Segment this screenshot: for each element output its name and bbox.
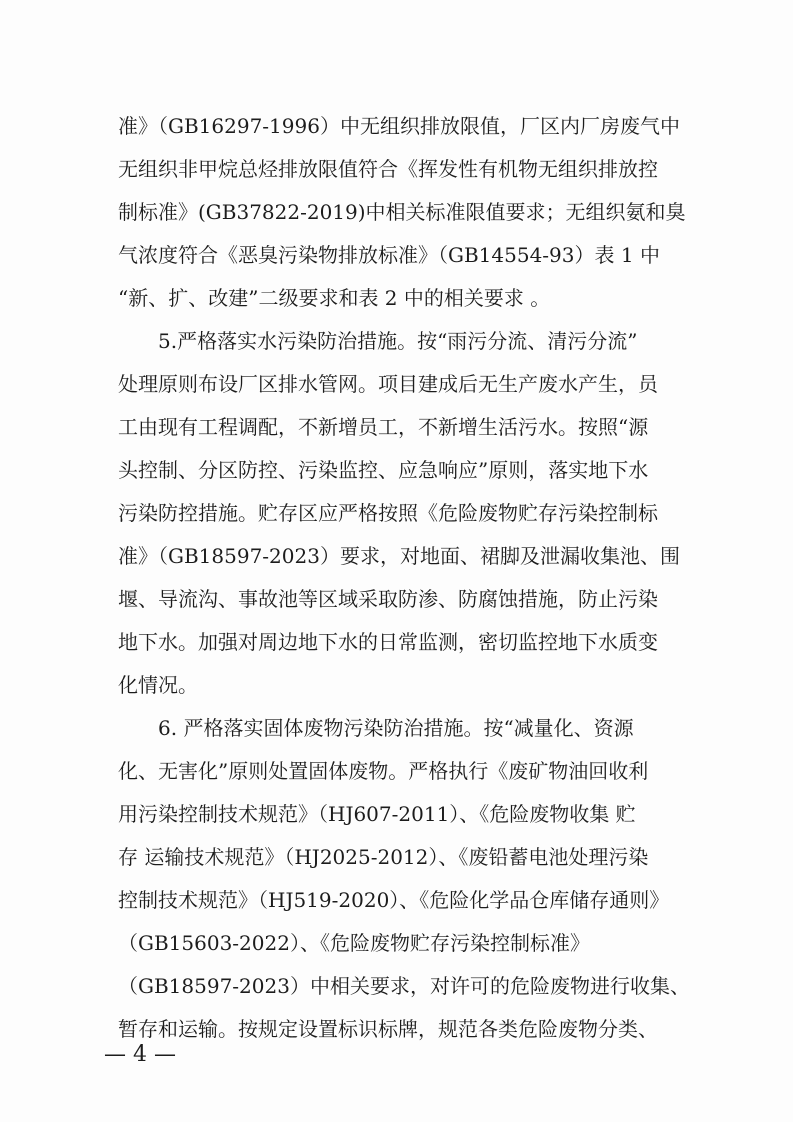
text-line: 化情况。 bbox=[118, 673, 198, 697]
text-line: 存 运输技术规范》（HJ2025-2012）、《废铅蓄电池处理污染 bbox=[118, 845, 649, 869]
text-line: 准》（GB16297-1996）中无组织排放限值，厂区内厂房废气中 bbox=[118, 114, 680, 138]
text-line: 堰、导流沟、事故池等区域采取防渗、防腐蚀措施，防止污染 bbox=[118, 587, 658, 611]
text-line: 地下水。加强对周边地下水的日常监测，密切监控地下水质变 bbox=[118, 630, 658, 654]
page-number: — 4 — bbox=[104, 1042, 176, 1067]
text-line: （GB15603-2022）、《危险废物贮存污染控制标准》 bbox=[118, 931, 590, 955]
text-line: 工由现有工程调配，不新增员工，不新增生活污水。按照“源 bbox=[118, 415, 649, 439]
text-line: 气浓度符合《恶臭污染物排放标准》（GB14554-93）表 1 中 bbox=[118, 243, 660, 267]
paragraph-heading-line: 5.严格落实水污染防治措施。按“雨污分流、清污分流” bbox=[158, 329, 638, 353]
text-line: 化、无害化”原则处置固体废物。严格执行《废矿物油回收利 bbox=[118, 759, 649, 783]
text-line: 头控制、分区防控、污染监控、应急响应”原则，落实地下水 bbox=[118, 458, 649, 482]
text-line: 准》（GB18597-2023）要求，对地面、裙脚及泄漏收集池、围 bbox=[118, 544, 680, 568]
text-line: 控制技术规范》（HJ519-2020）、《危险化学品仓库储存通则》 bbox=[118, 888, 670, 912]
text-line: 无组织非甲烷总烃排放限值符合《挥发性有机物无组织排放控 bbox=[118, 157, 658, 181]
text-line: 用污染控制技术规范》（HJ607-2011）、《危险废物收集 贮 bbox=[118, 802, 636, 826]
text-line: 暂存和运输。按规定设置标识标牌，规范各类危险废物分类、 bbox=[118, 1017, 658, 1041]
text-line: 污染防控措施。贮存区应严格按照《危险废物贮存污染控制标 bbox=[118, 501, 658, 525]
text-line: 制标准》(GB37822-2019)中相关标准限值要求；无组织氨和臭 bbox=[118, 200, 686, 224]
paragraph-heading-line: 6. 严格落实固体废物污染防治措施。按“减量化、资源 bbox=[158, 716, 634, 740]
text-line: 处理原则布设厂区排水管网。项目建成后无生产废水产生，员 bbox=[118, 372, 658, 396]
text-line: “新、扩、改建”二级要求和表 2 中的相关要求 。 bbox=[118, 286, 551, 310]
text-line: （GB18597-2023）中相关要求，对许可的危险废物进行收集、 bbox=[118, 974, 690, 998]
